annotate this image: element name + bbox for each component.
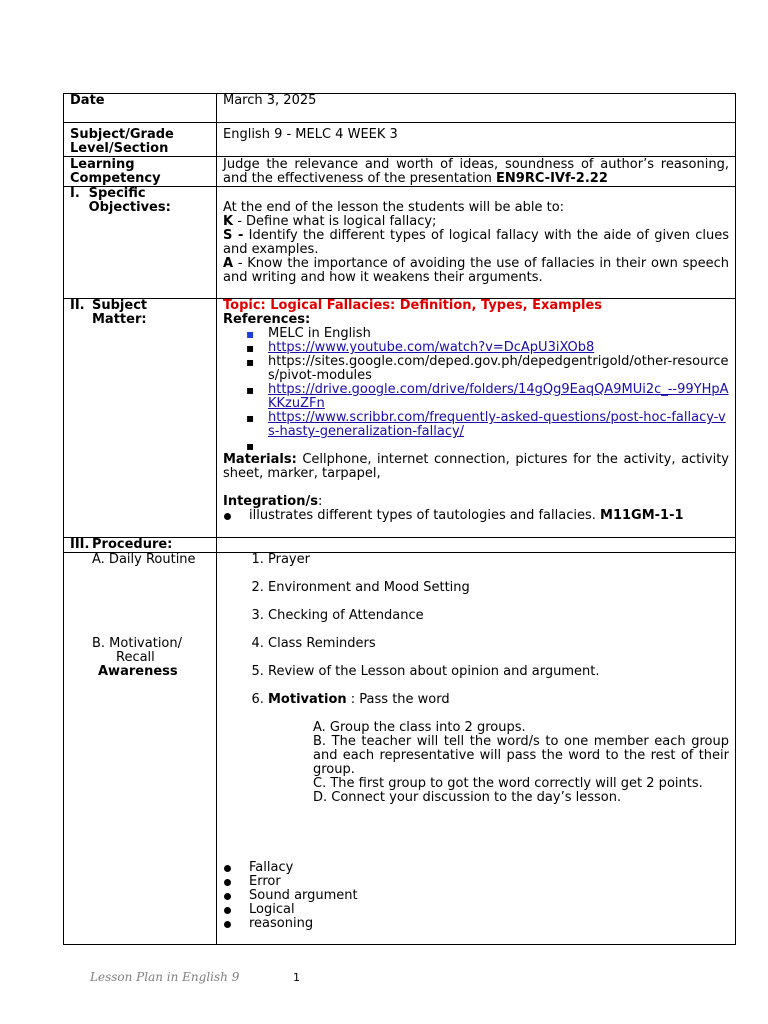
bullet-icon [224, 921, 231, 928]
word-item: reasoning [223, 917, 729, 931]
objective-s: S - Identify the different types of logical fallacy with the aide of given clues and examples. [223, 228, 729, 257]
competency-text: Judge the relevance and worth of ideas, soundness of author’s reasoning, and the effectiveness of the presentation [223, 157, 729, 186]
bullet-icon [224, 513, 231, 520]
step-item: 2. Environment and Mood Setting [268, 581, 729, 595]
procedure-number: III. [70, 537, 90, 552]
objectives-row [64, 187, 736, 299]
subject-value: English 9 - MELC 4 WEEK 3 [217, 123, 736, 157]
date-value: March 3, 2025 [217, 94, 736, 123]
procedure-label-cell [64, 538, 217, 553]
procedure-steps [223, 553, 729, 707]
procedure-body-row [64, 553, 736, 945]
procedure-label: Procedure: [92, 537, 173, 552]
reference-empty-item [268, 439, 729, 453]
objectives-number: I. [70, 186, 80, 201]
objective-k: K - Define what is logical fallacy; [223, 214, 437, 229]
date-label: Date [64, 94, 217, 123]
integration-label-line: Integration/s: [223, 494, 323, 509]
word-item: Error [223, 875, 729, 889]
lesson-plan-table [63, 93, 736, 945]
page-number: 1 [293, 971, 300, 984]
instruction-item: A. Group the class into 2 groups. [313, 720, 526, 735]
bullet-icon [224, 907, 231, 914]
word-item: Logical [223, 903, 729, 917]
competency-cell [217, 157, 736, 187]
subject-matter-label-cell [64, 299, 217, 538]
competency-label: Learning Competency [64, 157, 217, 187]
bullet-icon [224, 893, 231, 900]
reference-link[interactable]: ▪ https://www.youtube.com/watch?v=DcApU3iXOb8 [268, 341, 729, 355]
footer-text: Lesson Plan in English 9 [90, 970, 240, 984]
objective-a: A - Know the importance of avoiding the use of fallacies in their own speech and writing and how it weakens their arguments. [223, 256, 729, 285]
integration-item [223, 509, 729, 523]
competency-code: EN9RC-IVf-2.22 [496, 171, 608, 186]
subject-matter-cell [217, 299, 736, 538]
objectives-intro: At the end of the lesson the students will be able to: [223, 200, 565, 215]
step-item: 1. Prayer [268, 553, 729, 567]
motivation-instructions [313, 721, 729, 805]
bullet-icon [224, 865, 231, 872]
date-row [64, 94, 736, 123]
step-item: 5. Review of the Lesson about opinion and argument. [268, 665, 729, 679]
word-item: Fallacy [223, 861, 729, 875]
procedure-content-cell [217, 553, 736, 945]
procedure-header-row [64, 538, 736, 553]
instruction-item: D. Connect your discussion to the day’s lesson. [313, 790, 622, 805]
integration-code: M11GM-1-1 [600, 508, 684, 523]
objectives-label-cell [64, 187, 217, 299]
step-item-motivation: 6. Motivation : Pass the word [268, 693, 729, 707]
recall-label: Recall [116, 650, 155, 665]
reference-item: ▪ MELC in English [268, 327, 729, 341]
subject-matter-label: Subject Matter: [92, 298, 148, 327]
references-label: References: [223, 312, 311, 327]
subject-matter-row [64, 299, 736, 538]
reference-link[interactable]: ▪ https://drive.google.com/drive/folders/14gQg9EaqQA9MUi2c_--99YHpAKKzuZFn [268, 383, 729, 411]
references-list [223, 327, 729, 453]
topic-title: Topic: Logical Fallacies: Definition, Types, Examples [223, 298, 603, 313]
materials-line [223, 453, 729, 481]
objectives-label: Specific Objectives: [88, 186, 171, 215]
subject-label: Subject/Grade Level/Section [64, 123, 217, 157]
competency-row [64, 157, 736, 187]
instruction-item: C. The first group to got the word correctly will get 2 points. [313, 776, 703, 791]
reference-link[interactable]: ▪ https://www.scribbr.com/frequently-asked-questions/post-hoc-fallacy-vs-hasty-generalization-fallacy/ [268, 411, 729, 439]
procedure-sections-cell [64, 553, 217, 945]
reference-item: ▪ https://sites.google.com/deped.gov.ph/depedgentrigold/other-resources/pivot-modules [268, 355, 729, 383]
bullet-icon [224, 879, 231, 886]
daily-routine-label: A. Daily Routine [92, 552, 196, 567]
step-item: 4. Class Reminders [268, 637, 729, 651]
step-item: 3. Checking of Attendance [268, 609, 729, 623]
subject-row [64, 123, 736, 157]
materials-text: Cellphone, internet connection, pictures for the activity, activity sheet, marker, tarpapel, [223, 452, 729, 481]
objectives-cell [217, 187, 736, 299]
materials-label: Materials: [223, 452, 297, 467]
instruction-item: B. The teacher will tell the word/s to one member each group and each representative will pass the word to the rest of their group. [313, 734, 729, 777]
integration-text: illustrates different types of tautologies and fallacies. [249, 508, 596, 523]
word-item: Sound argument [223, 889, 729, 903]
subject-matter-number: II. [70, 298, 85, 313]
motivation-label: B. Motivation/ [92, 636, 183, 651]
awareness-label: Awareness [98, 664, 178, 679]
